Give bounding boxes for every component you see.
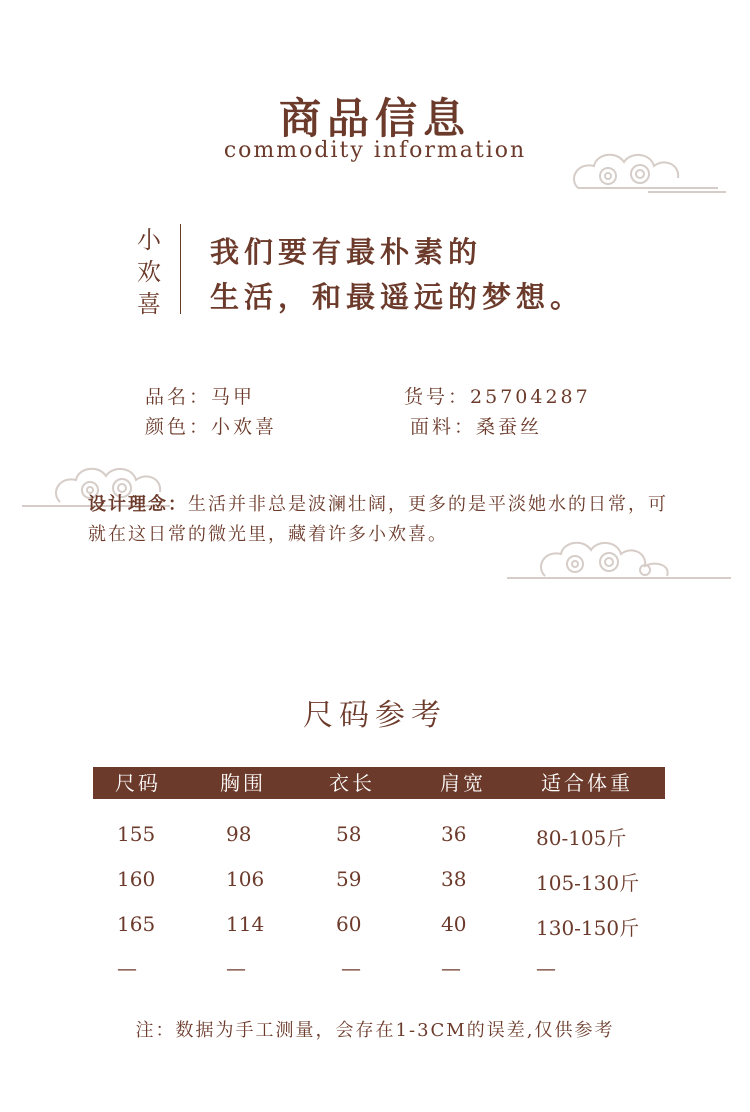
brand-char: 喜	[137, 290, 161, 318]
size-table-cell: 58	[336, 822, 362, 846]
size-table-cell: —	[226, 956, 246, 980]
size-table-cell: 98	[226, 822, 252, 846]
size-table-header-cell: 衣长	[329, 771, 375, 795]
size-table-header-cell: 适合体重	[541, 771, 633, 795]
design-concept-text: 生活并非总是波澜壮阔，更多的是平淡她水的日常，可就在这日常的微光里，藏着许多小欢喜。	[88, 494, 668, 545]
product-color	[145, 412, 277, 439]
size-table-header-cell: 胸围	[220, 771, 266, 795]
product-name-value: 马甲	[211, 386, 256, 408]
size-table-cell: 155	[117, 822, 156, 846]
size-table-cell: 60	[336, 912, 362, 936]
size-table-header-cell: 尺码	[115, 771, 161, 795]
size-table-cell: —	[441, 956, 461, 980]
size-table-header	[93, 767, 665, 799]
size-table-cell: 36	[441, 822, 467, 846]
product-color-value: 小欢喜	[211, 416, 278, 438]
brand-char: 小	[137, 226, 161, 254]
design-concept-label: 设计理念：	[88, 494, 188, 515]
size-table-cell: 160	[117, 867, 156, 891]
product-fabric-label: 面料：	[410, 416, 477, 438]
cloud-ornament-icon	[568, 148, 728, 198]
size-table-cell: 106	[226, 867, 265, 891]
product-color-label: 颜色：	[145, 416, 212, 438]
divider-vertical	[180, 224, 181, 314]
product-sku-label: 货号：	[404, 386, 471, 408]
size-table-cell: 40	[441, 912, 467, 936]
slogan-line-1: 我们要有最朴素的	[210, 235, 483, 269]
cloud-ornament-icon	[505, 532, 735, 587]
size-table-cell: 38	[441, 867, 467, 891]
product-sku-value: 25704287	[470, 386, 591, 408]
page-title: 商品信息	[278, 94, 471, 143]
size-table-cell: —	[536, 956, 556, 980]
size-table-cell: 105-130斤	[536, 871, 640, 895]
page-subtitle: commodity information	[223, 138, 527, 163]
size-note: 注：数据为手工测量，会存在1-3CM的误差,仅供参考	[135, 1020, 615, 1041]
size-section-title: 尺码参考	[303, 698, 447, 733]
size-table-cell: 165	[117, 912, 156, 936]
size-table-cell: 114	[226, 912, 265, 936]
product-fabric-value: 桑蚕丝	[476, 416, 543, 438]
brand-char: 欢	[137, 258, 161, 286]
product-name-label: 品名：	[145, 386, 212, 408]
size-table-cell: 80-105斤	[536, 826, 627, 850]
brand-vertical-name	[134, 224, 164, 320]
size-table-cell: —	[117, 956, 137, 980]
size-table-cell: 59	[336, 867, 362, 891]
product-name	[145, 382, 255, 409]
size-table-cell: 130-150斤	[536, 916, 640, 940]
product-fabric	[410, 412, 542, 439]
product-sku	[404, 382, 591, 409]
slogan-line-2: 生活，和最遥远的梦想。	[210, 280, 585, 314]
size-table-header-cell: 肩宽	[440, 771, 486, 795]
size-table-cell: —	[341, 956, 361, 980]
